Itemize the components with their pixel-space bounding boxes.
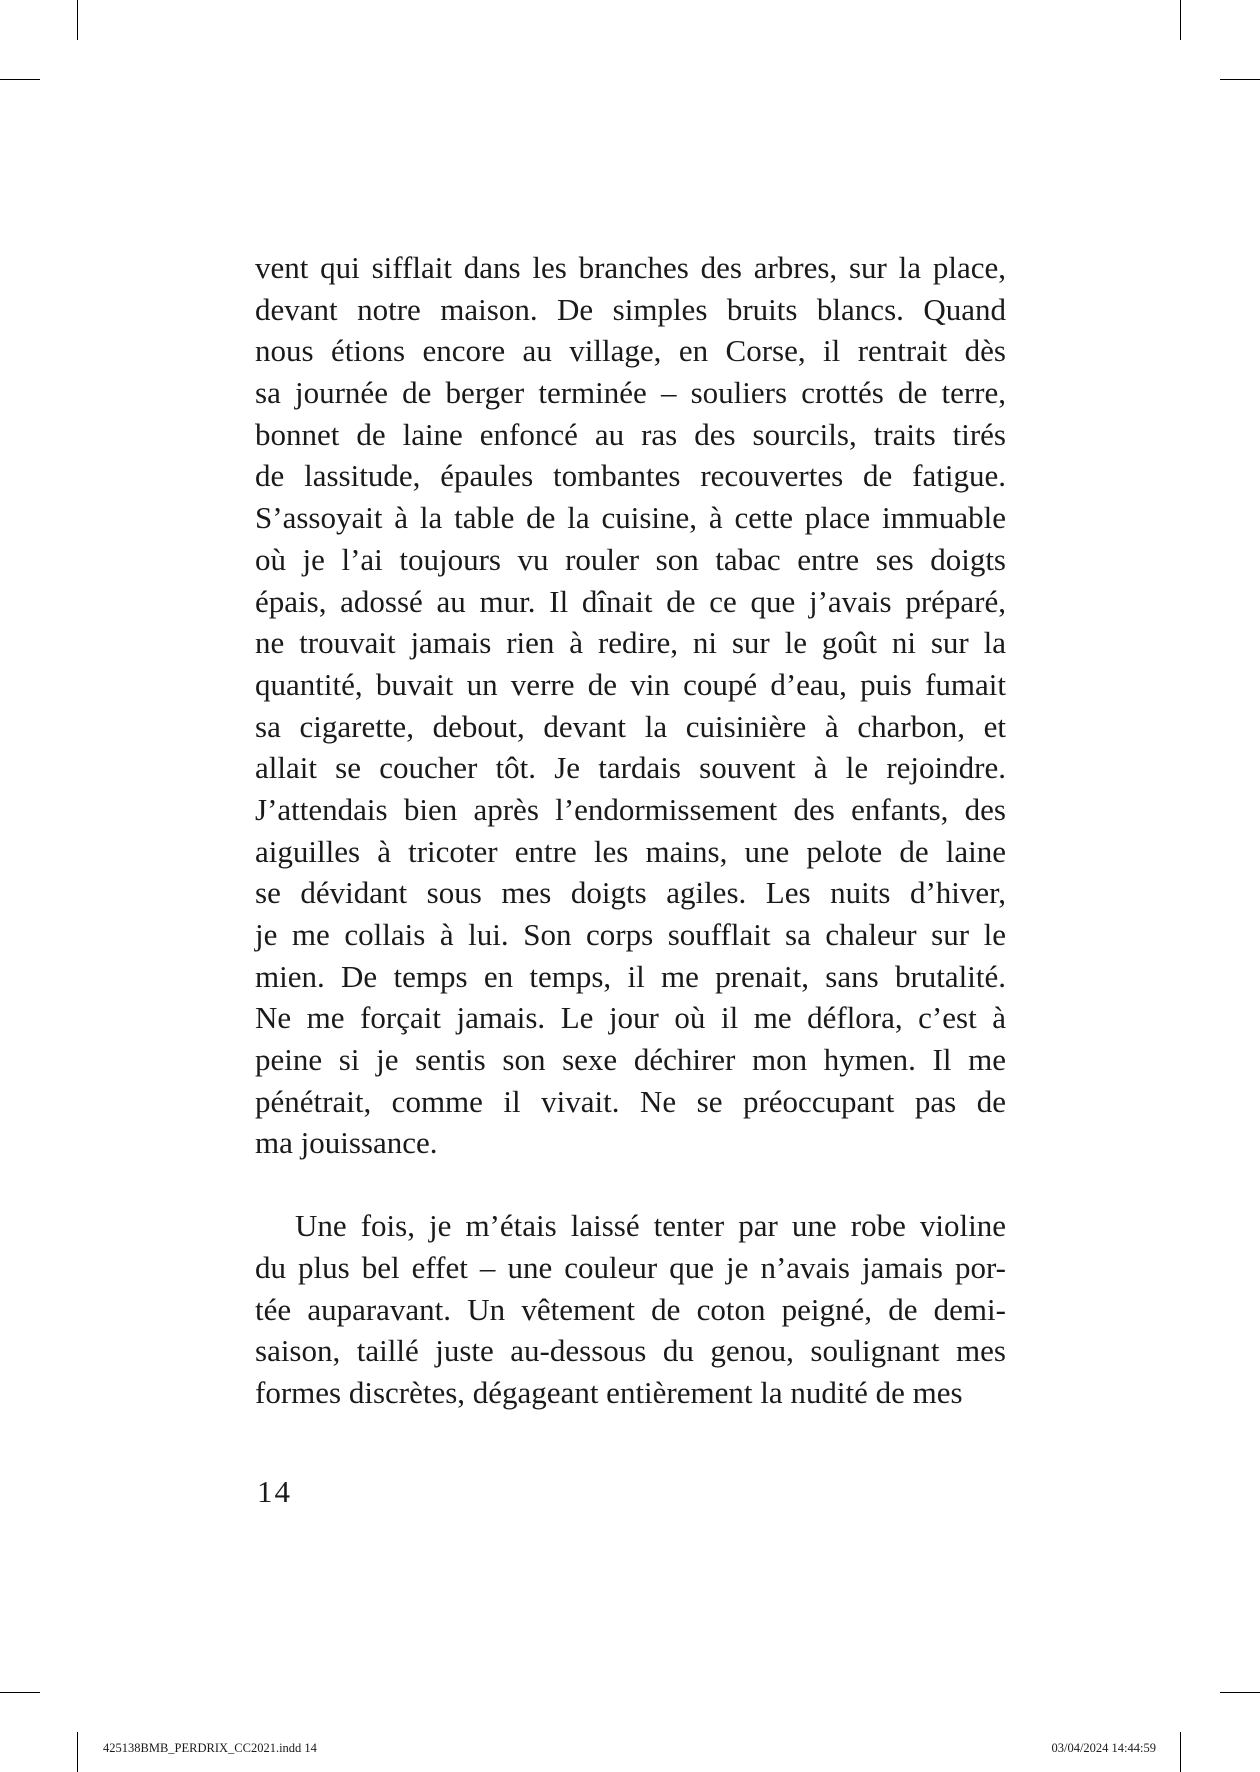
text-line: allait se coucher tôt. Je tardais souvent à le rejoindre. — [255, 750, 1006, 786]
text-line: S’assoyait à la table de la cuisine, à cette place immuable — [255, 500, 1006, 536]
text-line: épais, adossé au mur. Il dînait de ce que j’avais préparé, — [255, 583, 1006, 619]
crop-mark-bottom-right — [1180, 1732, 1181, 1772]
slug-timestamp: 03/04/2024 14:44:59 — [1051, 1741, 1156, 1755]
body-text — [255, 247, 1006, 1414]
text-line: pénétrait, comme il vivait. Ne se préoccupant pas de — [255, 1083, 1006, 1119]
text-line: mien. De temps en temps, il me prenait, sans brutalité. — [255, 958, 1006, 994]
text-line: ne trouvait jamais rien à redire, ni sur le goût ni sur la — [255, 625, 1006, 661]
text-line: J’attendais bien après l’endormissement des enfants, des — [255, 791, 1006, 827]
text-line: devant notre maison. De simples bruits blancs. Quand — [255, 291, 1006, 327]
text-line: formes discrètes, dégageant entièrement la nudité de mes — [255, 1374, 963, 1410]
crop-mark-right-bottom — [1220, 1692, 1260, 1693]
crop-mark-top-left — [77, 0, 78, 40]
text-line: aiguilles à tricoter entre les mains, une pelote de laine — [255, 833, 1006, 869]
crop-mark-left-bottom — [0, 1692, 40, 1693]
text-line: tée auparavant. Un vêtement de coton peigné, de demi- — [255, 1291, 1006, 1327]
text-line: peine si je sentis son sexe déchirer mon hymen. Il me — [255, 1042, 1006, 1078]
text-line: de lassitude, épaules tombantes recouvertes de fatigue. — [255, 458, 1006, 494]
paragraph-1 — [255, 247, 1006, 1164]
crop-mark-left-top — [0, 79, 40, 80]
crop-mark-right-top — [1220, 79, 1260, 80]
text-line: Une fois, je m’étais laissé tenter par une robe violine — [295, 1208, 1006, 1244]
crop-mark-top-right — [1180, 0, 1181, 40]
text-line: bonnet de laine enfoncé au ras des sourcils, traits tirés — [255, 416, 1006, 452]
paragraph-2 — [255, 1205, 1006, 1413]
text-line: où je l’ai toujours vu rouler son tabac entre ses doigts — [255, 541, 1006, 577]
text-line: quantité, buvait un verre de vin coupé d’eau, puis fumait — [255, 666, 1006, 702]
text-line: ma jouissance. — [255, 1125, 438, 1161]
text-line: sa cigarette, debout, devant la cuisinière à charbon, et — [255, 708, 1006, 744]
slug-filename: 425138BMB_PERDRIX_CC2021.indd 14 — [103, 1741, 317, 1755]
text-line: du plus bel effet – une couleur que je n’avais jamais por- — [255, 1249, 1006, 1285]
text-line: je me collais à lui. Son corps soufflait sa chaleur sur le — [255, 917, 1006, 952]
crop-mark-bottom-left — [77, 1732, 78, 1772]
text-line: vent qui sifflait dans les branches des arbres, sur la place, — [255, 250, 1006, 285]
page-number: 14 — [257, 1474, 292, 1509]
text-line: saison, taillé juste au-dessous du genou, soulignant mes — [255, 1333, 1006, 1369]
text-line: sa journée de berger terminée – souliers crottés de terre, — [255, 375, 1006, 411]
text-line: se dévidant sous mes doigts agiles. Les nuits d’hiver, — [255, 875, 1006, 911]
text-line: nous étions encore au village, en Corse, il rentrait dès — [255, 333, 1006, 369]
text-line: Ne me forçait jamais. Le jour où il me déflora, c’est à — [255, 1000, 1006, 1036]
